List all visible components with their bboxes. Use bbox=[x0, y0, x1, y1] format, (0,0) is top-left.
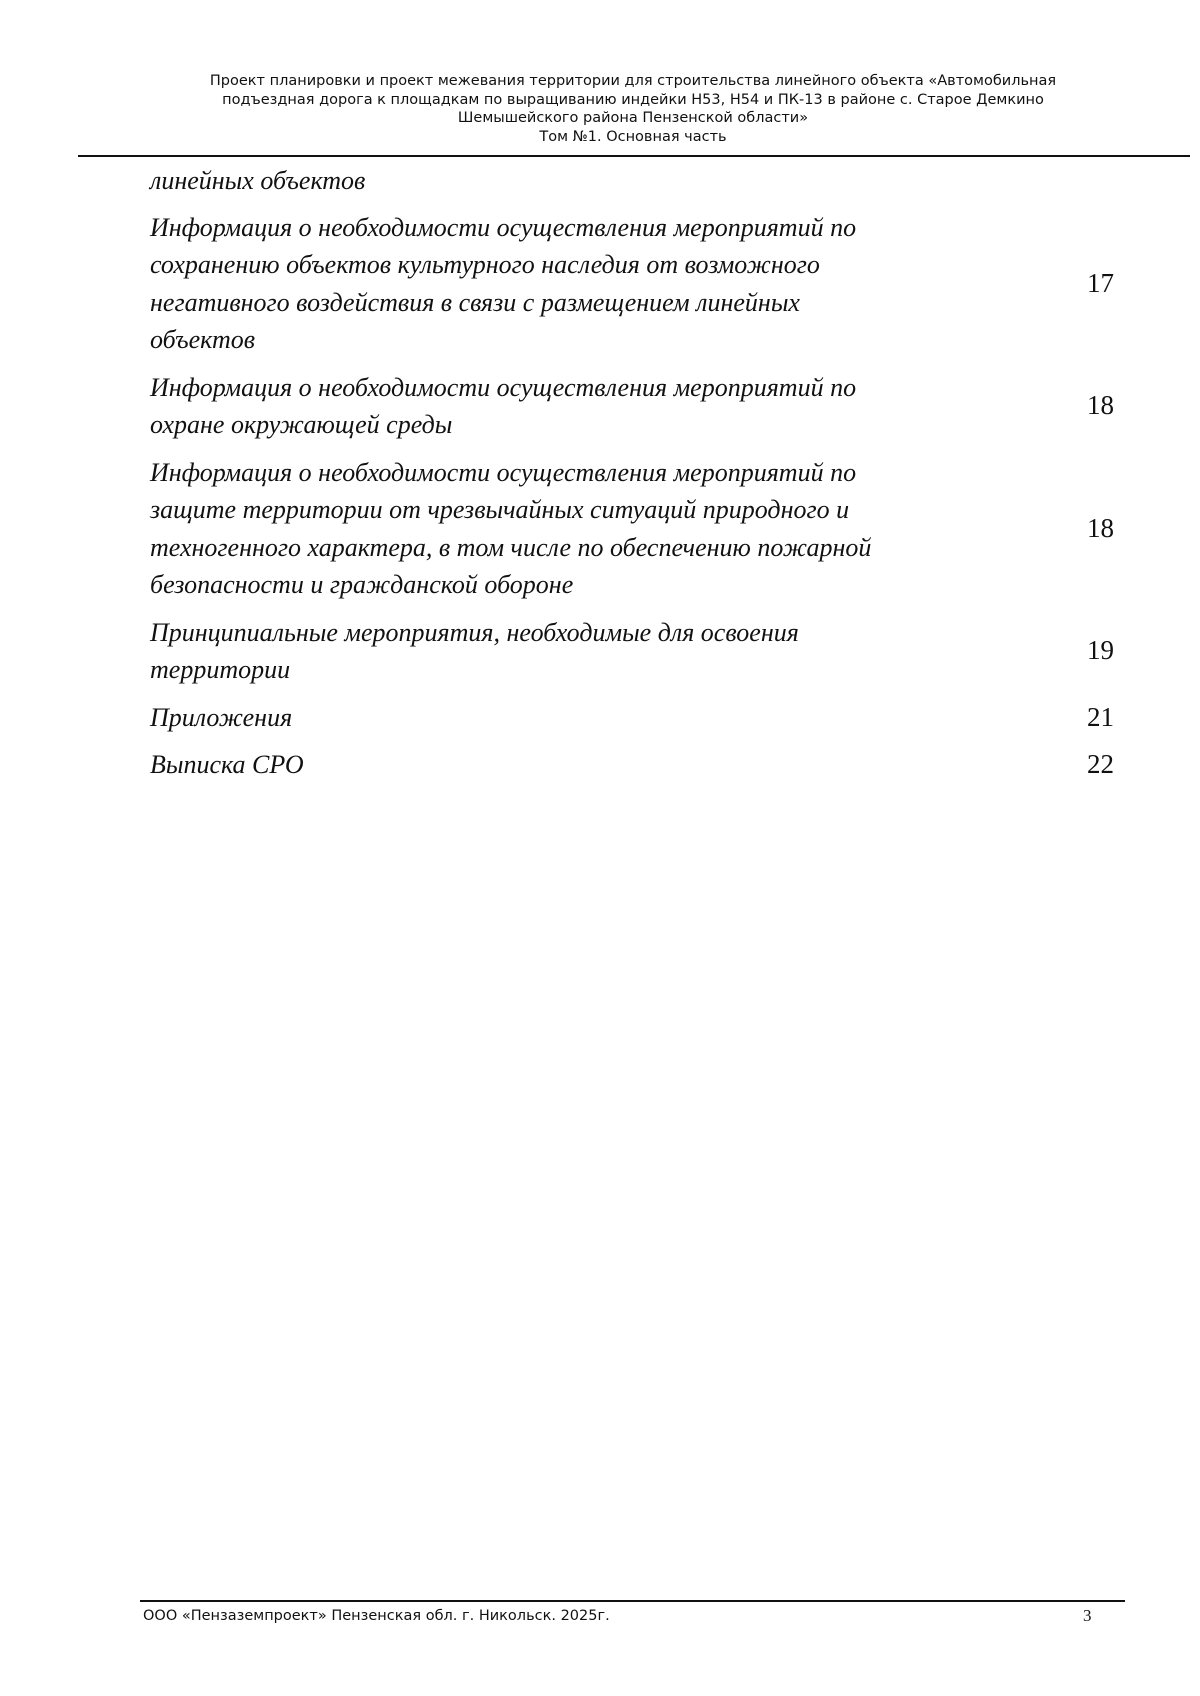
toc-entry-line: Приложения bbox=[150, 702, 293, 732]
header-volume: Том №1. Основная часть bbox=[539, 128, 727, 145]
header-title-line-2: подъездная дорога к площадкам по выращиванию индейки Н53, Н54 и ПК-13 в районе с. Старое Демкино bbox=[222, 91, 1044, 108]
toc-entry-line: Информация о необходимости осуществления мероприятий по bbox=[150, 372, 857, 402]
toc-entry[interactable] bbox=[150, 614, 1150, 689]
toc-page-number: 18 bbox=[1087, 390, 1114, 421]
toc-entry[interactable] bbox=[150, 454, 1150, 604]
toc-continuation-line: линейных объектов bbox=[150, 166, 366, 195]
toc-entry-line: Информация о необходимости осуществления мероприятий по bbox=[150, 212, 857, 242]
toc-entry-title bbox=[150, 746, 950, 784]
toc-entry-line: защите территории от чрезвычайных ситуаций природного и bbox=[150, 495, 850, 524]
toc-page-number: 19 bbox=[1087, 635, 1114, 666]
toc-entry-title bbox=[150, 614, 950, 689]
toc-entry-title bbox=[150, 699, 950, 737]
toc-page-number: 17 bbox=[1087, 267, 1114, 298]
toc-entry[interactable] bbox=[150, 699, 1150, 737]
footer-organization: ООО «Пензаземпроект» Пензенская обл. г. Никольск. 2025г. bbox=[143, 1608, 610, 1624]
toc-continuation bbox=[150, 162, 1150, 200]
toc-entry[interactable] bbox=[150, 369, 1150, 444]
toc-entry-line: охране окружающей среды bbox=[150, 410, 453, 439]
toc-entry-title bbox=[150, 209, 950, 359]
table-of-contents bbox=[150, 162, 1150, 794]
toc-entry[interactable] bbox=[150, 746, 1150, 784]
toc-page-number: 21 bbox=[1087, 701, 1114, 732]
toc-entry-line: Принципиальные мероприятия, необходимые для освоения bbox=[150, 617, 799, 647]
toc-entry-line: сохранению объектов культурного наследия от возможного bbox=[150, 250, 820, 279]
toc-entry-line: безопасности и гражданской обороне bbox=[150, 570, 574, 599]
toc-entry-line: Информация о необходимости осуществления мероприятий по bbox=[150, 457, 857, 487]
header-title-line-3: Шемышейского района Пензенской области» bbox=[457, 110, 809, 126]
toc-entry-line: техногенного характера, в том числе по обеспечению пожарной bbox=[150, 532, 872, 562]
toc-entry-line: Выписка СРО bbox=[150, 750, 304, 779]
toc-entry-line: негативного воздействия в связи с размещением линейных bbox=[150, 287, 800, 317]
page-header bbox=[78, 72, 1188, 146]
toc-entry[interactable] bbox=[150, 209, 1150, 359]
toc-entry-line: территории bbox=[150, 655, 291, 684]
footer-divider bbox=[140, 1600, 1125, 1602]
toc-entry-title bbox=[150, 369, 950, 444]
toc-entry-line: объектов bbox=[150, 325, 256, 354]
toc-page-number: 18 bbox=[1087, 512, 1114, 543]
header-divider bbox=[78, 155, 1190, 157]
footer-page-number: 3 bbox=[1083, 1606, 1092, 1625]
header-title-line-1: Проект планировки и проект межевания территории для строительства линейного объекта «Автомобильная bbox=[209, 73, 1057, 89]
toc-page-number: 22 bbox=[1087, 749, 1114, 779]
toc-entry-title bbox=[150, 454, 950, 604]
